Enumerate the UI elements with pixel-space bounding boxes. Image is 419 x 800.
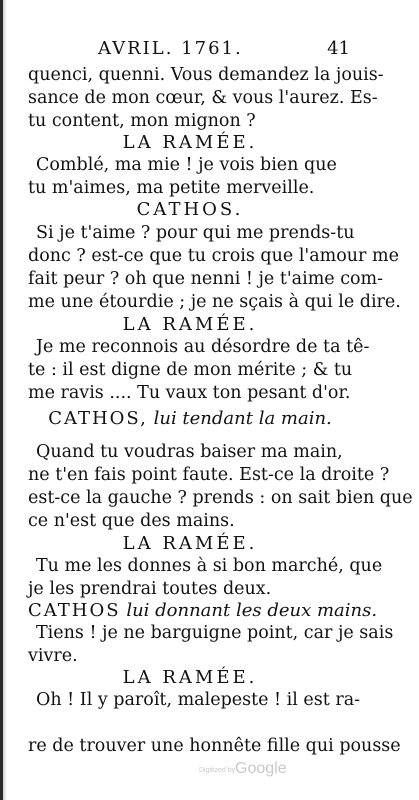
text-line: Quand tu voudras baiser ma main, — [36, 442, 343, 462]
text-line: ne t'en fais point faute. Est-ce la droite ? — [28, 465, 390, 485]
stage-direction: lui donnant les deux mains. — [126, 600, 378, 621]
running-head: AVRIL. 1761. — [98, 38, 243, 59]
watermark-google-text: Google — [235, 760, 287, 777]
speaker-heading: LA RAMÉE. — [122, 667, 258, 688]
text-line: re de trouver une honnête fille qui pousse — [28, 736, 401, 756]
text-line: je les prendrai toutes deux. — [28, 579, 272, 599]
text-line: Si je t'aime ? pour qui me prends-tu — [36, 223, 355, 243]
page-binding-edge — [0, 0, 7, 800]
page-number: 41 — [327, 38, 350, 59]
speaker-with-direction — [28, 600, 378, 621]
text-line: Je me reconnois au désordre de ta tê- — [36, 337, 370, 357]
text-line: donc ? est-ce que tu crois que l'amour me — [28, 246, 399, 266]
text-line: te : il est digne de mon mérite ; & tu — [28, 360, 353, 380]
speaker-with-direction — [28, 408, 352, 429]
text-line: est-ce la gauche ? prends : on sait bien que — [28, 488, 413, 508]
text-line: fait peur ? oh que nenni ! je t'aime com- — [28, 269, 384, 289]
speaker-heading: LA RAMÉE. — [122, 132, 258, 153]
text-line: ce n'est que des mains. — [28, 511, 235, 531]
speaker-heading: CATHOS. — [136, 199, 244, 220]
speaker-heading: LA RAMÉE. — [122, 533, 258, 554]
digitization-watermark — [199, 760, 289, 784]
text-line: Tiens ! je ne barguigne point, car je sais — [36, 623, 394, 643]
watermark-small-text: Digitized by — [199, 767, 236, 774]
text-line: Tu me les donnes à si bon marché, que — [36, 556, 383, 576]
text-line: tu content, mon mignon ? — [28, 111, 256, 131]
text-line: quenci, quenni. Vous demandez la jouis- — [28, 65, 384, 85]
page-header — [28, 36, 352, 64]
text-line: Comblé, ma mie ! je vois bien que — [36, 155, 337, 175]
text-line: tu m'aimes, ma petite merveille. — [28, 178, 315, 198]
speaker-heading: LA RAMÉE. — [122, 314, 258, 335]
text-line: Oh ! Il y paroît, malepeste ! il est ra- — [36, 690, 361, 710]
text-line: me une étourdie ; je ne sçais à qui le dire. — [28, 292, 401, 312]
text-line: sance de mon cœur, & vous l'aurez. Es- — [28, 88, 378, 108]
text-line: vivre. — [28, 646, 78, 666]
speaker-name: CATHOS, — [48, 408, 148, 429]
text-line: me ravis .... Tu vaux ton pesant d'or. — [28, 383, 351, 403]
stage-direction: lui tendant la main. — [153, 408, 332, 429]
speaker-name: CATHOS — [28, 600, 121, 621]
book-page — [28, 36, 413, 716]
